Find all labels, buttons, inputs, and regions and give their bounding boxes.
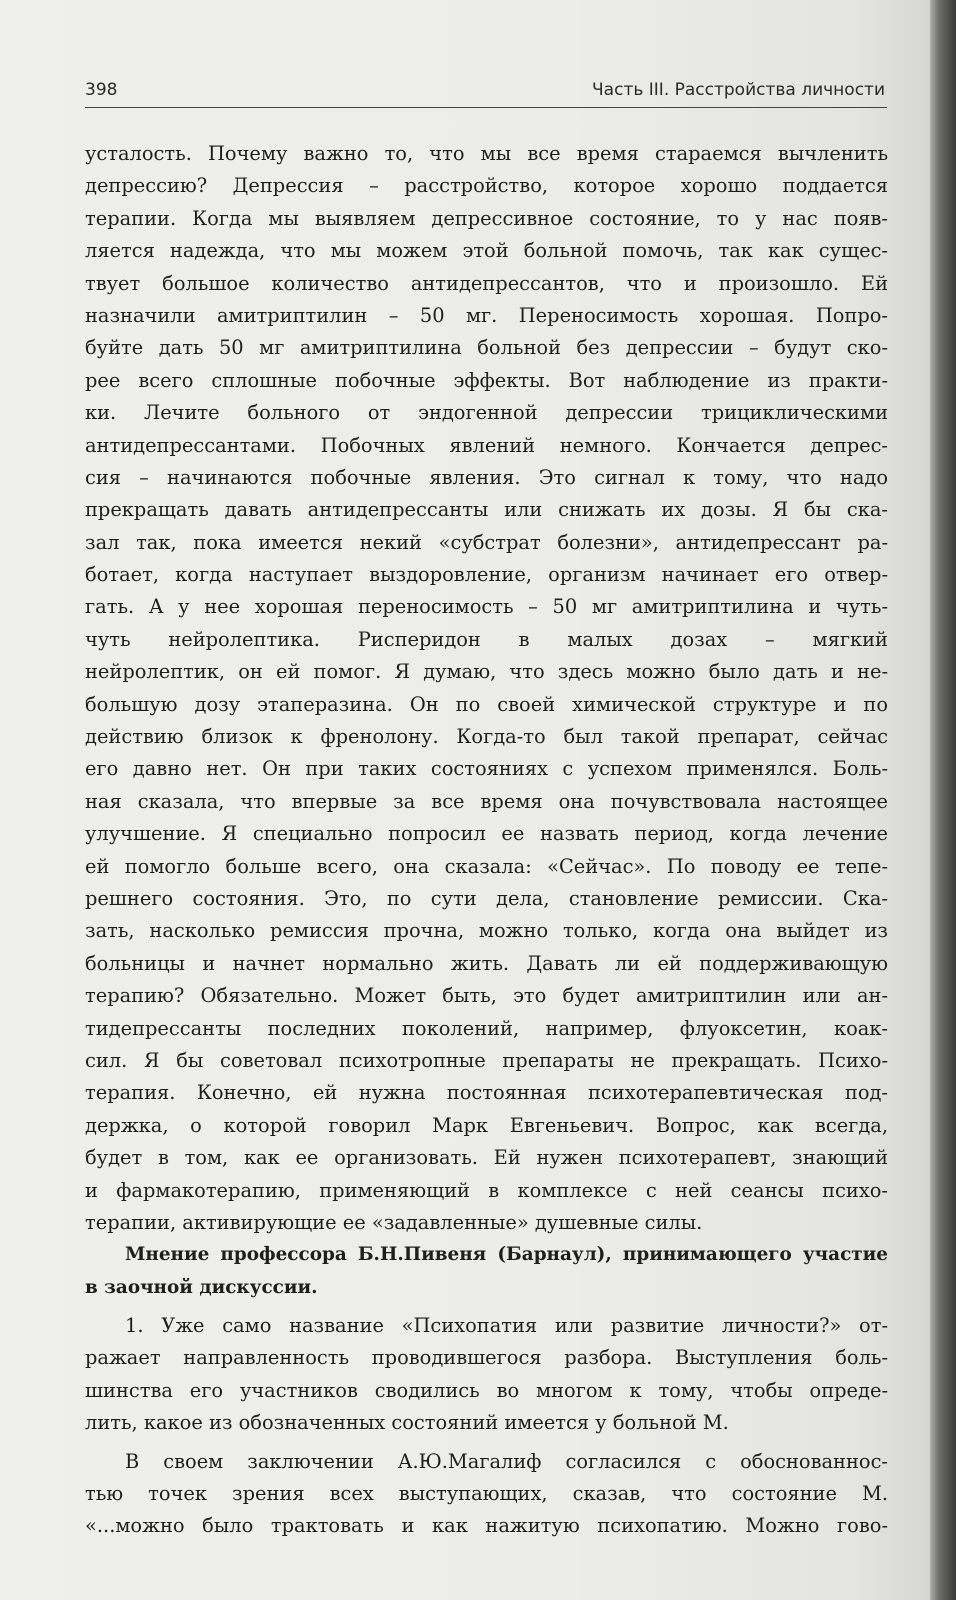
book-gutter	[930, 0, 956, 1600]
text-line: тью точек зрения всех выступающих, сказав, что состояние М.	[85, 1482, 888, 1506]
text-line: ражает направленность проводившегося разбора. Выступления боль-	[85, 1346, 888, 1370]
text-line: гать. А у нее хорошая переносимость – 50 мг амитриптилина и чуть-	[85, 595, 888, 619]
text-line: 1. Уже само название «Психопатия или развитие личности?» от-	[125, 1314, 888, 1338]
text-line: усталость. Почему важно то, что мы все время стараемся вычленить	[85, 142, 888, 165]
text-line: решнего состояния. Это, по сути дела, становление ремиссии. Ска-	[85, 886, 888, 910]
text-line: его давно нет. Он при таких состояниях с успехом применялся. Боль-	[85, 757, 888, 781]
text-line: улучшение. Я специально попросил ее назвать период, когда лечение	[85, 822, 888, 846]
text-line: ботает, когда наступает выздоровление, организм начинает его отвер-	[85, 563, 888, 587]
section-heading	[85, 1239, 888, 1304]
text-line: терапию? Обязательно. Может быть, это будет амитриптилин или ан-	[85, 984, 888, 1008]
text-line: твует большое количество антидепрессантов, что и произошло. Ей	[85, 271, 888, 295]
text-line: Мнение профессора Б.Н.Пивеня (Барнаул), принимающего участие	[125, 1244, 888, 1266]
text-line: лить, какое из обозначенных состояний имеется у больной М.	[85, 1411, 729, 1435]
text-line: терапии. Когда мы выявляем депрессивное состояние, то у нас появ-	[85, 206, 888, 230]
text-line: зал так, пока имеется некий «субстрат болезни», антидепрессант ра-	[85, 530, 888, 554]
text-line: будет в том, как ее организовать. Ей нужен психотерапевт, знающий	[85, 1146, 888, 1170]
text-line: сия – начинаются побочные явления. Это сигнал к тому, что надо	[85, 465, 888, 489]
text-line: терапия. Конечно, ей нужна постоянная психотерапевтическая под-	[85, 1081, 888, 1105]
text-line: ей помогло больше всего, она сказала: «Сейчас». По поводу ее тепе-	[85, 854, 888, 878]
text-line: ляется надежда, что мы можем этой больной помочь, так как сущес-	[85, 239, 888, 263]
text-line: терапии, активирующие ее «задавленные» душевные силы.	[85, 1210, 703, 1234]
text-line: тидепрессанты последних поколений, например, флуоксетин, коак-	[85, 1016, 888, 1040]
text-line: держка, о которой говорил Марк Евгеньевич. Вопрос, как всегда,	[85, 1113, 888, 1137]
header-rule	[85, 107, 887, 108]
text-line: ки. Лечите больного от эндогенной депрессии трициклическими	[85, 401, 888, 425]
text-line: действию близок к френолону. Когда-то был такой препарат, сейчас	[85, 725, 888, 749]
paragraph	[85, 1446, 888, 1543]
text-line: зать, насколько ремиссия прочна, можно только, когда она выйдет из	[85, 919, 888, 943]
text-line: «...можно было трактовать и как нажитую психопатию. Можно гово-	[85, 1514, 888, 1538]
text-line: назначили амитриптилин – 50 мг. Переносимость хорошая. Попро-	[85, 303, 888, 327]
text-line: и фармакотерапию, применяющий в комплексе с ней сеансы психо-	[85, 1178, 888, 1202]
text-line: шинства его участников сводились во многом к тому, чтобы опреде-	[85, 1378, 888, 1402]
text-line: депрессию? Депрессия – расстройство, которое хорошо поддается	[85, 174, 888, 198]
text-line: прекращать давать антидепрессанты или снижать их дозы. Я бы ска-	[85, 498, 888, 522]
text-line: большую дозу этаперазина. Он по своей химической структуре и по	[85, 692, 888, 716]
text-line: нейролептик, он ей помог. Я думаю, что здесь можно было дать и не-	[85, 660, 888, 684]
text-line: антидепрессантами. Побочных явлений немного. Кончается депрес-	[85, 433, 888, 457]
text-line: сил. Я бы советовал психотропные препараты не прекращать. Психо-	[85, 1048, 888, 1072]
body-text	[85, 138, 888, 1543]
paragraph	[85, 1310, 888, 1440]
page-header	[85, 80, 885, 106]
page-number: 398	[85, 80, 118, 100]
text-line: чуть нейролептика. Рисперидон в малых дозах – мягкий	[85, 627, 888, 651]
text-line: рее всего сплошные побочные эффекты. Вот наблюдение из практи-	[85, 368, 888, 392]
text-line: В своем заключении А.Ю.Магалиф согласился с обоснованнос-	[125, 1449, 888, 1473]
text-line: буйте дать 50 мг амитриптилина больной без депрессии – будут ско-	[85, 336, 888, 360]
running-head: Часть III. Расстройства личности	[592, 80, 885, 100]
paragraph	[85, 138, 888, 1239]
text-line: ная сказала, что впервые за все время она почувствовала настоящее	[85, 789, 888, 813]
text-line: в заочной дискуссии.	[85, 1276, 318, 1298]
text-line: больницы и начнет нормально жить. Давать ли ей поддерживающую	[85, 951, 888, 975]
